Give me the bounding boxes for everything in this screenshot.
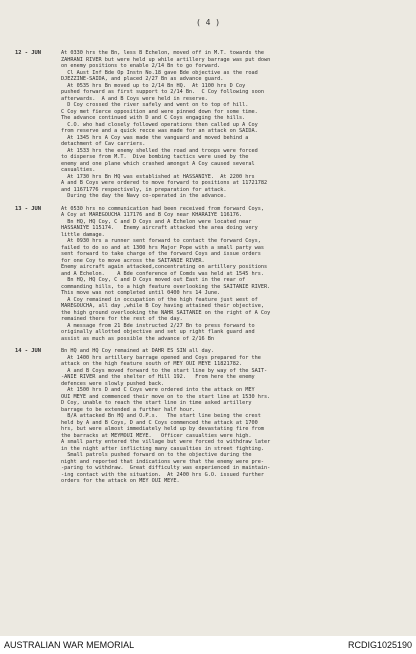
entry-line: -paring to withdraw. Great difficulty was experienced in maintain- xyxy=(61,465,271,471)
entry-line: C Coy met fierce opposition and were pinned down for some time. xyxy=(61,108,258,115)
entry-line: HASSANIYE 115174. Enemy aircraft attacked the area doing very xyxy=(61,225,258,231)
entry-line: casualties. xyxy=(61,167,96,173)
diary-entry xyxy=(15,348,405,485)
page-number: ( 4 ) xyxy=(195,18,221,27)
entry-line: -ing contact with the situation. At 2400 hrs G.O. issued further xyxy=(61,471,265,478)
entry-line: for one Coy to move across the SAITANIE RIVER. xyxy=(61,257,205,264)
entry-line: the high ground overlooking the NAHR SAITANIE on the right of A Coy xyxy=(61,309,271,316)
entry-line: sent forward to take charge of the forward Coys and issue orders xyxy=(61,251,261,257)
entry-line: At 1730 hrs Bn HQ was established at HASSANIYE. At 2200 hrs xyxy=(61,173,255,180)
entry-line: attack on the high feature south of MEY OUI MEYE 11821782. xyxy=(61,361,243,367)
entry-line: At 0530 hrs no communication had been received from forward Coys, xyxy=(61,205,265,212)
entry-line: The advance continued with D and C Coys engaging the hills. xyxy=(61,115,246,121)
entry-line: B/A attacked Bn HQ and O.P.s. The start line being the crest xyxy=(61,413,261,419)
entry-line: commanding hills, to a high feature overlooking the SAITANIE RIVER. xyxy=(61,283,271,290)
entry-line: from reserve and a quick recce was made for an attack on SAIDA. xyxy=(61,128,258,134)
entry-line: Enemy aircraft again attacked,concentrating on artillery positions xyxy=(61,264,268,270)
entry-line: little damage. xyxy=(61,231,105,238)
entry-line: A Coy at MAREGOUCHA 117176 and B Coy near KHARAIYE 116176. xyxy=(61,212,243,218)
entry-line: D Coy crossed the river safely and went on to top of hill. xyxy=(61,102,249,108)
entry-line: At 1500 hrs D and C Coys were ordered into the attack on MEY xyxy=(61,387,255,393)
entry-line: ZAHRANI RIVER but were held up while artillery barrage was put down xyxy=(61,56,271,63)
entry-line: on enemy positions to enable 2/14 Bn to go forward. xyxy=(61,63,221,69)
entry-line: afterwards. A and B Coys were held in reserve. xyxy=(61,95,208,102)
entry-line: A and B Coys moved forward to the start line by way of the SAIT- xyxy=(61,367,268,374)
entry-line: DJEZZINE-SAIDA, and placed 2/27 Bn as advance guard. xyxy=(61,76,224,82)
entry-line: enemy and one plane which crashed amongst A Coy caused several xyxy=(61,160,255,167)
entry-date: 13 - JUN xyxy=(15,205,41,212)
footer-source: AUSTRALIAN WAR MEMORIAL xyxy=(4,640,135,650)
entry-line: A message from 21 Bde instructed 2/27 Bn to press forward to xyxy=(61,322,255,329)
war-diary-body xyxy=(15,50,405,491)
entry-line: and A Echelon. A Bde conference of Comds was held at 1545 hrs. xyxy=(61,270,265,277)
entry-line: night and reported that indications were that the enemy were pre- xyxy=(61,458,265,465)
entry-line: and 11671776 respectively, in preparation for attack. xyxy=(61,186,227,193)
entry-line: At 0535 hrs Bn moved up to 2/14 Bn HQ. At 1100 hrs D Coy xyxy=(61,82,246,89)
entry-line: failed to do so and at 1300 hrs Major Pope with a small party was xyxy=(61,244,265,251)
entry-text xyxy=(61,206,405,343)
entry-line: At 0330 hrs the Bn, less B Echelon, moved off in M.T. towards the xyxy=(61,50,265,56)
entry-line: to disperse from M.T. Dive bombing tactics were used by the xyxy=(61,154,249,160)
entry-line: A Coy remained in occupation of the high feature just west of xyxy=(61,296,258,303)
entry-line: D Coy, unable to reach the start line in time asked artillery xyxy=(61,400,252,406)
entry-line: held by A and B Coys, D and C Coys commenced the attack at 1700 xyxy=(61,419,258,426)
entry-line: At 1345 hrs A Coy was made the vanguard and moved behind a xyxy=(61,134,249,141)
footer-reference: RCDIG1025190 xyxy=(347,640,412,650)
entry-line: -ANIE RIVER and the shelter of Hill 192. From here the enemy xyxy=(61,374,255,380)
entry-line: barrage to be extended a further half hour. xyxy=(61,406,196,413)
diary-entry xyxy=(15,50,405,200)
entry-line: This move was not completed until 0400 hrs 14 June. xyxy=(61,290,221,296)
entry-line: MAREGOUCHA, all day ,while B Coy having attained their objective, xyxy=(61,303,265,309)
entry-date: 12 - JUN xyxy=(15,50,41,56)
entry-line: A and B Coys were ordered to move forward to positions at 11721782 xyxy=(61,180,268,186)
entry-line: A small party entered the village but were forced to withdraw later xyxy=(61,439,271,445)
entry-line: hrs, but were almost immediately held up by devastating fire from xyxy=(61,426,265,432)
diary-entry xyxy=(15,206,405,343)
entry-text xyxy=(61,50,405,200)
entry-line: At 1533 hrs the enemy shelled the road and troops were forced xyxy=(61,147,258,154)
entry-date: 14 - JUN xyxy=(15,348,41,354)
entry-line: originally allotted objective and set up right flank guard and xyxy=(61,329,255,335)
entry-line: remained there for the rest of the day. xyxy=(61,316,183,322)
entry-line: At 1400 hrs artillery barrage opened and Coys prepared for the xyxy=(61,354,261,361)
entry-line: Cl Aust Inf Bde Op Instn No.18 gave Bde objective as the road xyxy=(61,69,258,76)
entry-line: Bn HQ, HQ Coy, C and D Coys moved out East in the rear of xyxy=(61,277,246,283)
entry-text xyxy=(61,348,405,485)
entry-line: Bn HQ and HQ Coy remained at DAHR ES SIN all day. xyxy=(61,348,215,354)
entry-line: assist as much as possible the advance of 2/16 Bn xyxy=(61,335,215,342)
entry-line: detachment of Cav carriers. xyxy=(61,141,146,147)
entry-line: orders for the attack on MEY OUI MEYE. xyxy=(61,478,180,484)
entry-line: in the night after inflicting many casualties in street fighting. xyxy=(61,445,265,452)
entry-line: At 0930 hrs a runner sent forward to contact the forward Coys, xyxy=(61,238,261,244)
entry-line: pushed forward as first support to 2/14 Bn. C Coy following soon xyxy=(61,89,265,95)
entry-line: During the day the Navy co-operated in the advance. xyxy=(61,193,227,199)
entry-line: the barracks at MEYMOUI MEYE. Officer casualties were high. xyxy=(61,432,252,439)
entry-line: Small patrols pushed forward on to the objective during the xyxy=(61,452,252,458)
entry-line: defences were slowly pushed back. xyxy=(61,380,165,387)
archive-footer xyxy=(0,636,416,654)
entry-line: OUI MEYE and commenced their move on to the start line at 1530 hrs. xyxy=(61,393,271,400)
entry-line: Bn HQ, HQ Coy, C and D Coys and A Echelon were located near xyxy=(61,218,252,225)
entry-line: C.O. who had closely followed operations then called up A Coy xyxy=(61,121,258,128)
